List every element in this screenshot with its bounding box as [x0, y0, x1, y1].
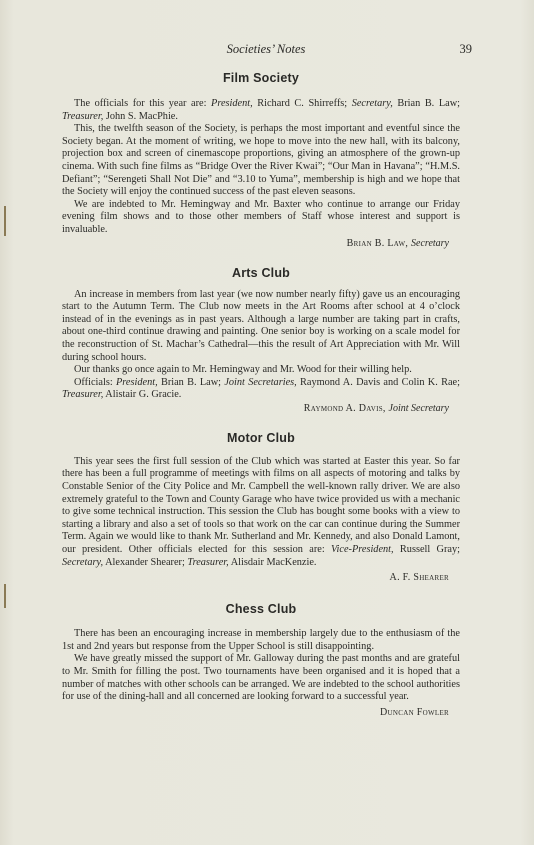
film-signature: [62, 238, 449, 249]
text-run: Alisdair MacKenzie.: [228, 556, 317, 568]
signature-role: Secretary: [411, 237, 449, 249]
text-run: Officials:: [74, 376, 116, 388]
text-run: Richard C. Shirreffs;: [252, 98, 352, 109]
text-run: Brian B. Law;: [157, 376, 225, 388]
italic-term: Treasurer,: [187, 556, 229, 568]
chess-membership-paragraph: There has been an encouraging increase in membership largely due to the enthusiasm of the 1st and 2nd years but response from the Upper School is still disappointing.: [62, 628, 460, 652]
arts-club-section: [62, 266, 460, 414]
text-run: Brian B. Law;: [392, 98, 460, 109]
signature-name: Duncan Fowler: [380, 706, 449, 718]
signature-role: Joint Secretary: [388, 402, 449, 414]
italic-term: Treasurer,: [62, 389, 104, 401]
italic-term: Joint Secretaries,: [224, 376, 297, 388]
running-title: Societies’ Notes: [226, 42, 306, 56]
italic-term: Treasurer,: [62, 110, 104, 122]
motor-club-section: [62, 431, 460, 583]
film-society-heading: Film Society: [222, 71, 300, 85]
italic-term: Vice-President,: [331, 544, 394, 556]
motor-signature: [62, 572, 449, 583]
italic-term: President,: [116, 376, 158, 388]
running-header: [60, 42, 472, 58]
italic-term: Secretary,: [351, 98, 393, 109]
page-content: [62, 71, 460, 718]
signature-name: A. F. Shearer: [389, 572, 449, 584]
motor-session-paragraph: [62, 456, 460, 569]
text-run: Alistair G. Gracie.: [103, 389, 182, 401]
signature-name: Brian B. Law,: [346, 237, 412, 249]
chess-tournaments-paragraph: We have greatly missed the support of Mr. Galloway during the past months and are grateful to Mr. Smith for filling the post. Two tournaments have been organised and it is hoped that a number of matches with other schools can be arranged. We are indebted to the school authorities for use of the dining-hall and all concerned are looking forward to a successful year.: [62, 653, 460, 703]
arts-increase-paragraph: An increase in members from last year (we now number nearly fifty) gave us an encouraging start to the Autumn Term. The Club now meets in the Art Rooms after school at 4 o’clock instead of in the evenings as in past years. Although a large number are taking part in crafts, about one-third continue drawing and painting. One senior boy is working on a scale model for the reconstruction of St. Machar’s Cathedral—this the result of Art Appreciation with Mr. Will during school hours.: [62, 288, 460, 363]
arts-thanks-paragraph: Our thanks go once again to Mr. Hemingway and Mr. Wood for their willing help.: [74, 364, 412, 376]
page-number: 39: [459, 42, 472, 56]
film-society-section: [62, 71, 460, 249]
film-season-paragraph: This, the twelfth season of the Society, is perhaps the most important and eventful since the Society began. At the moment of writing, we hope to move into the new hall, with its balcony, projection box and screen of cinemascope proportions, giving an atmosphere of the grown-up cinema. With such fine films as “Bridge Over the River Kwai”; “Our Man in Havana”; “H.M.S. Defiant”; “Serengeti Shall Not Die” and “3.10 to Yuma”, membership is high and we hope that the Society will enjoy the continued success of the past eleven seasons.: [62, 123, 460, 198]
text-run: Alexander Shearer;: [103, 556, 188, 568]
chess-club-section: [62, 602, 460, 718]
film-officials-paragraph: [62, 98, 460, 123]
arts-signature: [62, 403, 449, 414]
film-thanks-paragraph: We are indebted to Mr. Hemingway and Mr. Baxter who continue to arrange our Friday evening film shows and to those other members of Staff whose interest and support is invaluable.: [62, 198, 460, 235]
text-run: Raymond A. Davis and Colin K. Rae;: [296, 376, 460, 388]
italic-term: Secretary,: [62, 556, 104, 568]
chess-club-heading: Chess Club: [225, 602, 297, 617]
arts-club-heading: Arts Club: [231, 265, 291, 280]
text-run: Russell Gray;: [393, 544, 461, 556]
arts-officials-paragraph: [62, 377, 460, 402]
margin-mark: [4, 584, 6, 608]
motor-club-heading: Motor Club: [227, 430, 295, 445]
signature-name: Raymond A. Davis,: [303, 402, 389, 414]
margin-mark: [4, 206, 6, 236]
text-run: This year sees the first full session of the Club which was started at Easter this year. So far there has been a full programme of meetings with films on all aspects of motoring and talks by Constable Senior of the City Police and Mr. Campbell the well-known rally driver. We are also extremely grateful to the Town and County Garage who have twice provided us with a mechanic to give some technical instruction. This session the Club has bought some books with a view to starting a library and also a set of tools so that work on the car can continue during the Summer Term. Again we would like to thank Mr. Sutherland and Mr. Kennedy, and also Donald Lamont, our president. Other officials elected for this session are:: [62, 455, 460, 556]
chess-signature: [62, 707, 449, 718]
italic-term: President,: [211, 98, 253, 109]
text-run: John S. MacPhie.: [103, 110, 178, 122]
text-run: The officials for this year are:: [74, 98, 212, 109]
